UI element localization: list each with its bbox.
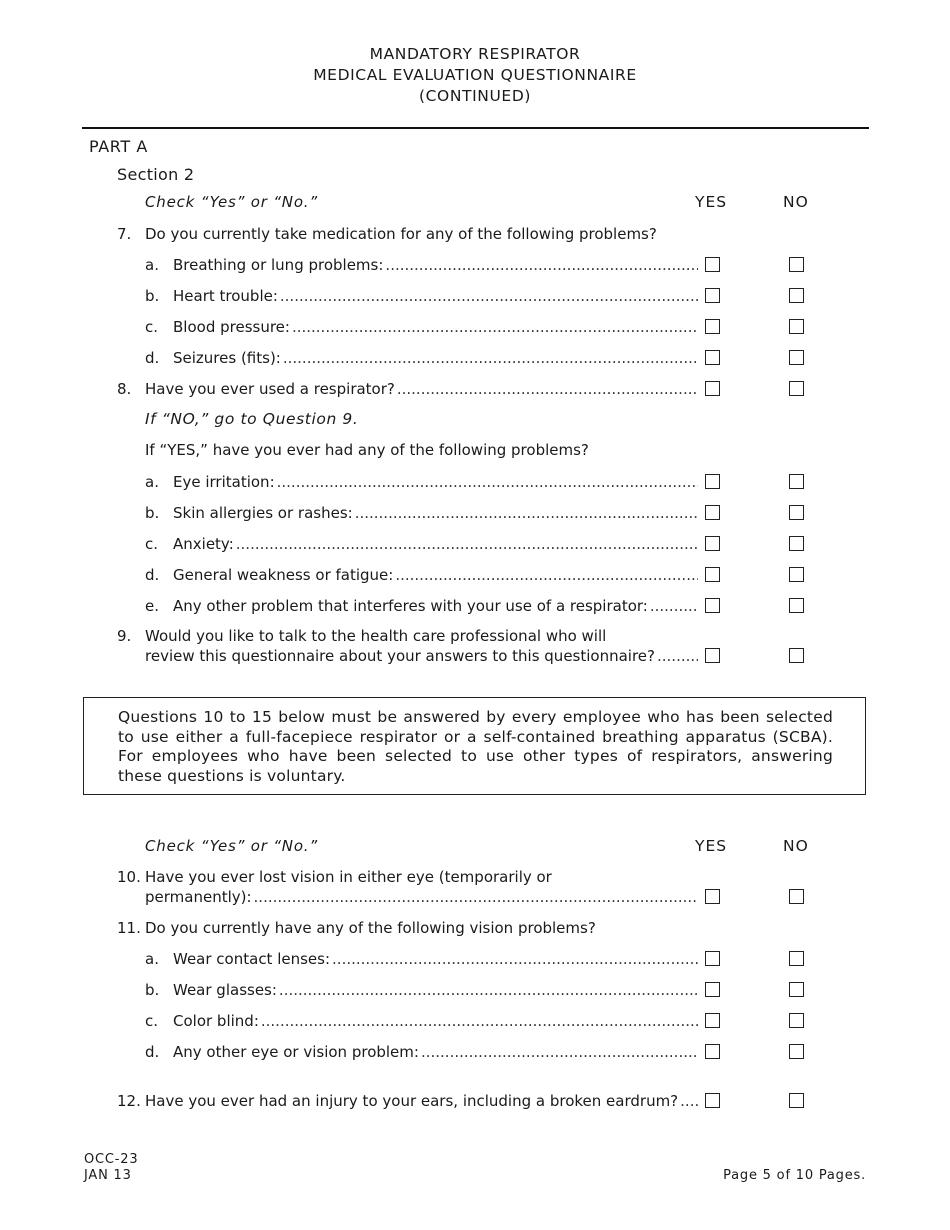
page-number: Page 5 of 10 Pages. [723,1168,866,1183]
question-11d-yes-checkbox[interactable] [705,1044,720,1059]
dot-leader [292,317,698,337]
question-12-no-checkbox[interactable] [789,1093,804,1108]
question-9-number: 9. [117,627,132,645]
yes-column-header: YES [695,193,728,211]
item-letter: a. [145,950,159,968]
question-7d-no-checkbox[interactable] [789,350,804,365]
item-letter: c. [145,318,159,336]
instructions-text: Check “Yes” or “No.” [145,193,318,211]
dot-leader [280,286,698,306]
dot-leader [277,472,698,492]
item-label: Skin allergies or rashes: [173,504,353,522]
question-12-row [145,1091,698,1111]
question-12-text: Have you ever had an injury to your ears, including a broken eardrum? [145,1092,679,1110]
item-letter: b. [145,981,160,999]
item-letter: a. [145,473,159,491]
question-8d-no-checkbox[interactable] [789,567,804,582]
item-label: General weakness or fatigue: [173,566,394,584]
question-11-number: 11. [117,919,141,937]
form-title-line3: (CONTINUED) [418,87,532,105]
item-label: Any other eye or vision problem: [173,1043,419,1061]
yes-column-header-2: YES [695,837,728,855]
instructions-text-2: Check “Yes” or “No.” [145,837,318,855]
question-8e-row [145,596,698,616]
question-8-no-checkbox[interactable] [789,381,804,396]
item-label: Wear glasses: [173,981,277,999]
question-11c-row [145,1011,698,1031]
header-divider [82,127,869,129]
form-title-line2: MEDICAL EVALUATION QUESTIONNAIRE [313,66,637,84]
question-11c-no-checkbox[interactable] [789,1013,804,1028]
item-label: Any other problem that interferes with your use of a respirator: [173,597,648,615]
item-label: Color blind: [173,1012,259,1030]
item-letter: c. [145,535,159,553]
question-7c-yes-checkbox[interactable] [705,319,720,334]
question-8b-no-checkbox[interactable] [789,505,804,520]
question-11b-yes-checkbox[interactable] [705,982,720,997]
item-label: Anxiety: [173,535,234,553]
item-letter: d. [145,1043,160,1061]
question-7b-row [145,286,698,306]
question-10-text-line1: Have you ever lost vision in either eye (temporarily or [145,868,552,886]
question-8a-no-checkbox[interactable] [789,474,804,489]
item-label: Heart trouble: [173,287,278,305]
question-9-text-line2: review this questionnaire about your answers to this questionnaire? [145,647,655,665]
question-10-row [145,887,698,907]
question-10-yes-checkbox[interactable] [705,889,720,904]
question-8-number: 8. [117,380,132,398]
dot-leader [680,1091,698,1111]
question-9-text-line1: Would you like to talk to the health care professional who will [145,627,607,645]
form-date: JAN 13 [84,1168,132,1183]
dot-leader [355,503,698,523]
section-label: Section 2 [117,165,195,184]
dot-leader [650,596,698,616]
question-8-row [145,379,698,399]
question-9-row [145,646,698,666]
question-8c-yes-checkbox[interactable] [705,536,720,551]
question-7a-yes-checkbox[interactable] [705,257,720,272]
question-10-number: 10. [117,868,141,886]
item-letter: d. [145,566,160,584]
question-7b-yes-checkbox[interactable] [705,288,720,303]
question-7d-row [145,348,698,368]
question-8d-yes-checkbox[interactable] [705,567,720,582]
item-letter: b. [145,287,160,305]
form-id: OCC-23 [84,1152,139,1167]
item-letter: d. [145,349,160,367]
item-letter: b. [145,504,160,522]
no-column-header-2: NO [783,837,809,855]
question-7-text: Do you currently take medication for any of the following problems? [145,225,657,243]
question-8e-no-checkbox[interactable] [789,598,804,613]
item-letter: e. [145,597,159,615]
question-12-number: 12. [117,1092,141,1110]
question-7-number: 7. [117,225,132,243]
question-8-yes-checkbox[interactable] [705,381,720,396]
question-11d-no-checkbox[interactable] [789,1044,804,1059]
scba-notice-box [83,697,866,795]
question-8c-row [145,534,698,554]
dot-leader [254,887,698,907]
question-11b-row [145,980,698,1000]
dot-leader [395,565,698,585]
question-11-text: Do you currently have any of the following vision problems? [145,919,596,937]
item-label: Blood pressure: [173,318,290,336]
item-label: Wear contact lenses: [173,950,331,968]
question-12-yes-checkbox[interactable] [705,1093,720,1108]
question-7a-no-checkbox[interactable] [789,257,804,272]
item-label: Breathing or lung problems: [173,256,384,274]
dot-leader [261,1011,698,1031]
dot-leader [385,255,698,275]
dot-leader [421,1042,698,1062]
question-8e-yes-checkbox[interactable] [705,598,720,613]
dot-leader [397,379,698,399]
form-title-line1: MANDATORY RESPIRATOR [369,45,581,63]
question-11a-yes-checkbox[interactable] [705,951,720,966]
item-letter: a. [145,256,159,274]
no-column-header: NO [783,193,809,211]
dot-leader [279,980,698,1000]
question-7d-yes-checkbox[interactable] [705,350,720,365]
question-10-text-line2: permanently): [145,888,252,906]
dot-leader [657,646,698,666]
question-7b-no-checkbox[interactable] [789,288,804,303]
item-letter: c. [145,1012,159,1030]
question-8a-yes-checkbox[interactable] [705,474,720,489]
question-7c-row [145,317,698,337]
scba-notice-text: Questions 10 to 15 below must be answered by every employee who has been selected to use either a full-facepiece respirator or a self-contained breathing apparatus (SCBA). For employees who have been selected to use other types of respirators, answering these questions is voluntary. [118,708,833,785]
question-9-no-checkbox[interactable] [789,648,804,663]
question-7a-row [145,255,698,275]
question-11b-no-checkbox[interactable] [789,982,804,997]
question-11a-row [145,949,698,969]
question-10-no-checkbox[interactable] [789,889,804,904]
question-8b-yes-checkbox[interactable] [705,505,720,520]
question-8d-row [145,565,698,585]
question-8b-row [145,503,698,523]
item-label: Seizures (fits): [173,349,281,367]
question-8-skip-instruction: If “NO,” go to Question 9. [145,410,359,428]
dot-leader [332,949,698,969]
question-8a-row [145,472,698,492]
question-11a-no-checkbox[interactable] [789,951,804,966]
question-11c-yes-checkbox[interactable] [705,1013,720,1028]
question-8c-no-checkbox[interactable] [789,536,804,551]
dot-leader [236,534,698,554]
question-8-followup: If “YES,” have you ever had any of the following problems? [145,441,589,459]
dot-leader [283,348,698,368]
item-label: Eye irritation: [173,473,275,491]
question-8-text: Have you ever used a respirator? [145,380,395,398]
question-7c-no-checkbox[interactable] [789,319,804,334]
question-11d-row [145,1042,698,1062]
question-9-yes-checkbox[interactable] [705,648,720,663]
part-label: PART A [89,137,148,156]
